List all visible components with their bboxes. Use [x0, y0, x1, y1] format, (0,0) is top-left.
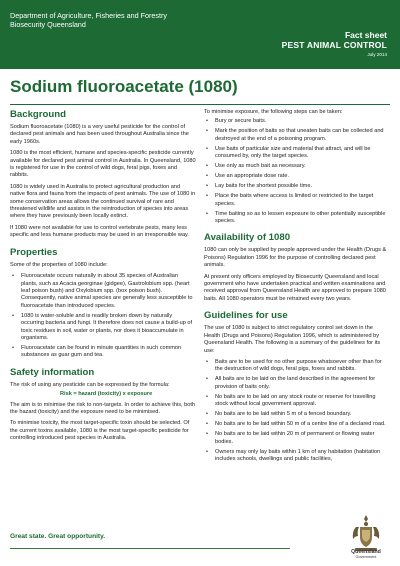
fact-sheet-label: Fact sheet — [344, 30, 387, 40]
list-item — [204, 183, 390, 190]
safety-paragraph: The aim is to minimise the risk to non-targets. In order to achieve this, both the hazard (toxicity) and the exposure need to be minimised. — [10, 401, 195, 415]
list-item — [204, 163, 390, 170]
list-item-text: Fluoroacetate can be found in minute quantities in such common substances as guar gum and tea. — [21, 344, 182, 359]
background-paragraph: Sodium fluoroacetate (1080) is a very useful pesticide for the control of declared pest animals and has been used throughout Australia since the early 1960s. — [10, 124, 189, 145]
list-item — [10, 345, 196, 360]
list-item — [204, 128, 390, 143]
list-item — [204, 411, 390, 418]
bullet-icon: • — [206, 358, 208, 365]
list-item-text: No baits are to be laid within 50 m of a centre line of a declared road. — [215, 421, 386, 428]
background-paragraph: If 1080 were not available for use to control vertebrate pests, many less specific and less humane products may be used in an irresponsible way. — [10, 224, 189, 239]
bullet-icon: • — [12, 273, 14, 280]
list-item — [204, 431, 390, 446]
list-item — [204, 421, 390, 428]
availability-heading: Availability of 1080 — [204, 232, 291, 244]
bullet-icon: • — [206, 376, 208, 383]
series-title: PEST ANIMAL CONTROL — [281, 40, 387, 50]
list-item — [204, 359, 390, 374]
safety-paragraph: To minimise toxicity, the most target-specific toxin should be selected. Of the current toxins available, 1080 is the most target-specific pesticide for controlling introduced pest species in Australia. — [10, 420, 190, 442]
list-item-text: 1080 is water-soluble and is readily broken down by naturally occurring bacteria and fungi. It therefore does not cause a build-up of toxic residues in soil, water or plants, nor does it bioaccumulate in organisms. — [21, 312, 193, 341]
right-column — [204, 109, 390, 467]
list-item — [204, 193, 390, 208]
guidelines-list — [204, 359, 390, 463]
publication-date: July 2014 — [367, 52, 387, 57]
list-item-text: Bury or secure baits. — [215, 118, 267, 125]
guidelines-intro: The use of 1080 is subject to strict regulatory control set down in the Health (Drugs and Poisons) Regulation 1996, which is administered by Queensland Health. The following is a summary of the guidelines for its use: — [204, 325, 381, 354]
guidelines-heading: Guidelines for use — [204, 310, 288, 322]
bullet-icon: • — [12, 344, 14, 351]
list-item-text: Place the baits where access is limited or restricted to the target species. — [215, 193, 374, 207]
list-item-text: No baits are to be laid within 20 m of permanent or flowing water bodies. — [215, 431, 375, 445]
exposure-list — [204, 118, 390, 225]
bullet-icon: • — [12, 312, 14, 319]
bullet-icon: • — [206, 421, 208, 428]
list-item — [10, 313, 196, 343]
list-item — [204, 146, 390, 161]
list-item-text: Use baits of particular size and material that attract, and will be consumed by, only the target species. — [215, 145, 371, 160]
bullet-icon: • — [206, 183, 208, 190]
safety-heading: Safety information — [10, 366, 95, 378]
background-heading: Background — [10, 109, 66, 120]
background-paragraph: 1080 is the most efficient, humane and species-specific pesticide currently available for declared pest animal control in Australia. In Queensland, 1080 is registered for use in the control of wild dogs, feral pigs, foxes and rabbits. — [10, 150, 196, 179]
list-item-text: No baits are to be laid within 5 m of a fenced boundary. — [215, 411, 352, 418]
logo-name: Queensland — [351, 549, 381, 555]
list-item-text: Use only as much bait as necessary. — [215, 163, 306, 170]
department-name — [10, 11, 167, 29]
fact-sheet-heading — [282, 30, 387, 58]
safety-intro: The risk of using any pesticide can be expressed by the formula: — [10, 381, 170, 388]
list-item — [204, 376, 390, 391]
list-item-text: Mark the position of baits so that uneaten baits can be collected and destroyed at the end of a poisoning program. — [215, 128, 384, 142]
department-line: Biosecurity Queensland — [10, 20, 86, 29]
header-banner — [0, 0, 400, 69]
bullet-icon: • — [206, 193, 208, 200]
availability-paragraph: At present only officers employed by Biosecurity Queensland and local government who have undertaken practical and written examinations and received approval from Queensland Health are approved to prepare 1080 baits. All 1080 operators must be retrained every two years. — [204, 273, 386, 302]
list-item — [204, 173, 390, 180]
bullet-icon: • — [206, 128, 208, 135]
bullet-icon: • — [206, 173, 208, 180]
bullet-icon: • — [206, 163, 208, 170]
list-item-text: Lay baits for the shortest possible time. — [215, 183, 313, 190]
list-item-text: Baits are to be used for no other purpose whatsoever other than for the destruction of wild dogs, feral pigs, foxes and rabbits. — [215, 358, 382, 373]
list-item-text: Fluoroacetate occurs naturally in about 35 species of Australian plants, such as Acacia georginae (gidgee), Gastrolobium spp. (heart leaf poison bush) and Oxylobium spp. (box poison bush). Consequently, native animal species are generally less susceptible to fluoroacetate than introduced species. — [21, 273, 193, 309]
bullet-icon: • — [206, 411, 208, 418]
bullet-icon: • — [206, 393, 208, 400]
availability-paragraph: 1080 can only be supplied by people approved under the Health (Drugs & Poisons) Regulation 1996 for the purpose of controlling declared pest animals. — [204, 247, 387, 269]
title-divider — [10, 104, 390, 105]
footer-tagline: Great state. Great opportunity. — [10, 533, 106, 540]
list-item-text: No baits are to be laid on any stock route or reserve for travelling stock without local government approval. — [215, 393, 376, 408]
bullet-icon: • — [206, 145, 208, 152]
bullet-icon: • — [206, 431, 208, 438]
logo-subtitle: Government — [355, 555, 377, 559]
list-item — [204, 449, 390, 464]
department-line: Department of Agriculture, Fisheries and Forestry — [10, 11, 167, 20]
properties-list — [10, 273, 196, 360]
bullet-icon: • — [206, 210, 208, 217]
left-column — [10, 109, 196, 447]
list-item-text: All baits are to be laid on the land described in the agreement for provision of baits only. — [215, 376, 376, 390]
list-item — [204, 394, 390, 409]
properties-heading: Properties — [10, 246, 58, 258]
list-item-text: Time baiting so as to lessen exposure to other potentially susceptible species. — [215, 210, 386, 225]
list-item — [204, 118, 390, 125]
list-item — [10, 273, 196, 310]
footer-divider — [10, 548, 290, 549]
list-item-text: Use an appropriate dose rate. — [215, 173, 290, 180]
bullet-icon: • — [206, 448, 208, 455]
exposure-intro: To minimise exposure, the following steps can be taken: — [204, 109, 343, 115]
list-item — [204, 211, 390, 226]
background-paragraph: 1080 is widely used in Australia to protect agricultural production and native flora and fauna from the impacts of pest animals. The use of 1080 in some conservation areas allows the continued survival of rare and threatened wildlife and assists in the reintroduction of species into areas where they have previously been locally extinct. — [10, 183, 196, 220]
properties-intro: Some of the properties of 1080 include: — [10, 261, 108, 268]
list-item-text: Owners may only lay baits within 1 km of any habitation (habitation includes schools, dwellings and public facilities, — [215, 448, 381, 462]
document-title: Sodium fluoroacetate (1080) — [10, 77, 238, 96]
bullet-icon: • — [206, 118, 208, 125]
risk-formula: Risk = hazard (toxicity) x exposure — [60, 391, 153, 398]
